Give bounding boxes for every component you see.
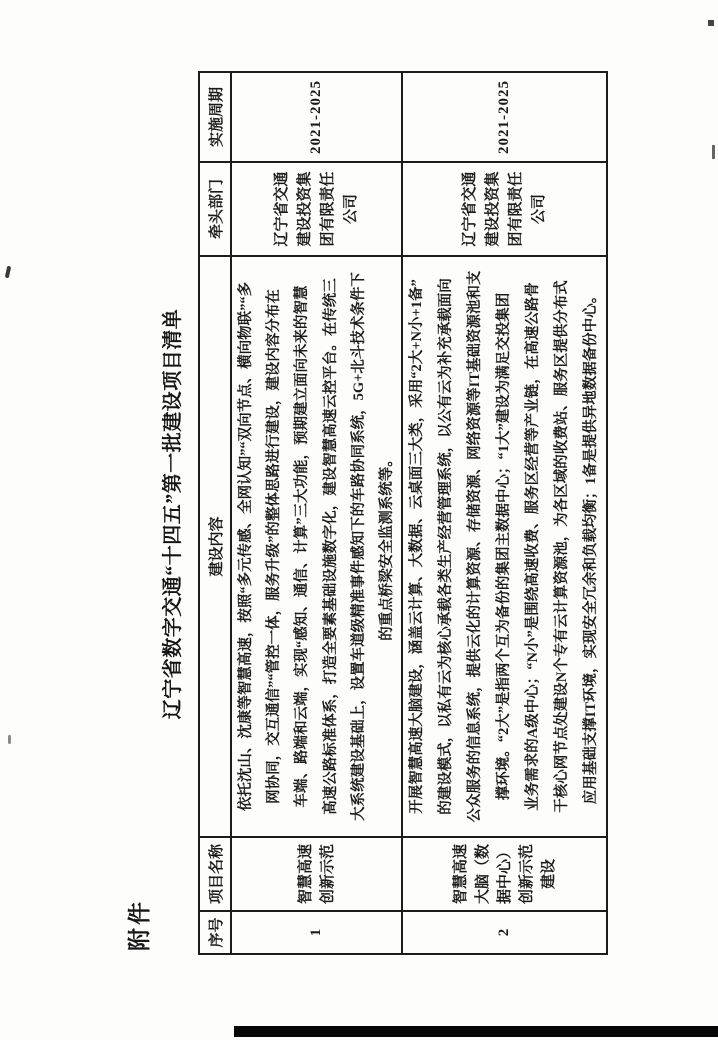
table-row [402,72,607,954]
text-line: 大系统建设基础上，设置车道级精准事件感知下的车路协同系统，5G+北斗技术条件下 [350,272,367,821]
header-name: 项目名称 [199,837,231,911]
text-line: 团有限责任 [507,171,524,247]
row2-content-cell [402,256,607,837]
text-line: 建设投资集 [484,171,501,247]
text-line: 开展智慧高速大脑建设，涵盖云计算、大数据、云桌面三大类，采用“2大+N小+1备” [409,279,426,814]
text-line: 干核心网节点处建设N个专有云计算资源池，为各区域的收费站、服务区提供分布式 [554,280,571,813]
text-line: 大脑（数 [474,844,491,905]
header-department: 牵头部门 [199,162,231,256]
text-line: 应用基础支撑IT环境，实现安全冗余和负载均衡；1备是提供异地数据备份中心。 [583,288,600,805]
header-period: 实施周期 [199,72,231,162]
row2-name-cell [402,837,607,911]
text-line: 公众服务的信息系统，提供云化的计算资源、存储资源、网络资源等IT基础资源池和支 [467,270,484,823]
table-row [231,72,402,954]
text-line: 辽宁省交通 [461,171,478,247]
text-line: 的重点桥梁安全监测系统等。 [379,452,396,641]
scan-artifact-speck [708,20,714,26]
text-line: 辽宁省交通 [273,171,290,247]
row2-index-cell: 2 [402,911,607,954]
projects-table [198,71,608,955]
row2-period-cell: 2021-2025 [402,72,607,162]
row1-content-cell [231,256,402,837]
scan-artifact-speck [5,266,11,279]
row2-department-cell [402,162,607,256]
row1-department-cell [231,162,402,256]
text-line: 撑环境。“2大”是指两个互为备份的集团主数据中心；“1大”建设为满足交投集团 [496,292,513,801]
row1-name-cell [231,837,402,911]
rotated-landscape-content [125,73,605,955]
text-line: 公司 [342,194,359,225]
text-line: 高速公路标准体系，打造全要素基础设施数字化，建设智慧高速云控平台。在传统三 [322,278,339,815]
text-line: 的建设模式，以私有云为核心承载各类生产经营管理系统，以公有云为补充承载面向 [438,278,455,815]
scan-artifact-speck [712,145,715,159]
text-line: 公司 [530,194,547,225]
table-header-row [199,72,231,954]
text-line: 创新示范 [518,844,535,905]
header-content: 建设内容 [199,256,231,837]
document-title: 辽宁省数字交通“十四五”第一批建设项目清单 [162,308,184,720]
text-line: 建设 [540,859,557,890]
scan-artifact-speck [8,735,11,744]
scan-artifact-bottom-bar [234,1026,718,1037]
row1-period-cell: 2021-2025 [231,72,402,162]
row1-index-cell: 1 [231,911,402,954]
attachment-label: 附件 [127,899,152,951]
text-line: 智慧高速 [452,844,469,905]
text-line: 依托沈山、沈康等智慧高速，按照“多元传感、全网认知”“双向节点、横向物联”“多 [238,281,254,812]
text-line: 车端、路端和云端，实现“感知、通信、计算”三大功能，预期建立面向未来的智慧 [294,285,311,808]
text-line: 据中心） [496,844,513,905]
text-line: 团有限责任 [319,171,336,247]
header-index: 序号 [199,911,231,954]
text-line: 创新示范 [319,844,336,905]
text-line: 建设投资集 [296,171,313,247]
text-line: 智慧高速 [297,844,314,905]
text-line: 业务需求的A级中心；“N小”是围绕高速收费、服务区经营等产业链，在高速公路骨 [525,282,542,811]
text-line: 网协同，交互通信”“管控一体，服务升级”的整体思路进行建设，建设内容分布在 [266,289,283,804]
